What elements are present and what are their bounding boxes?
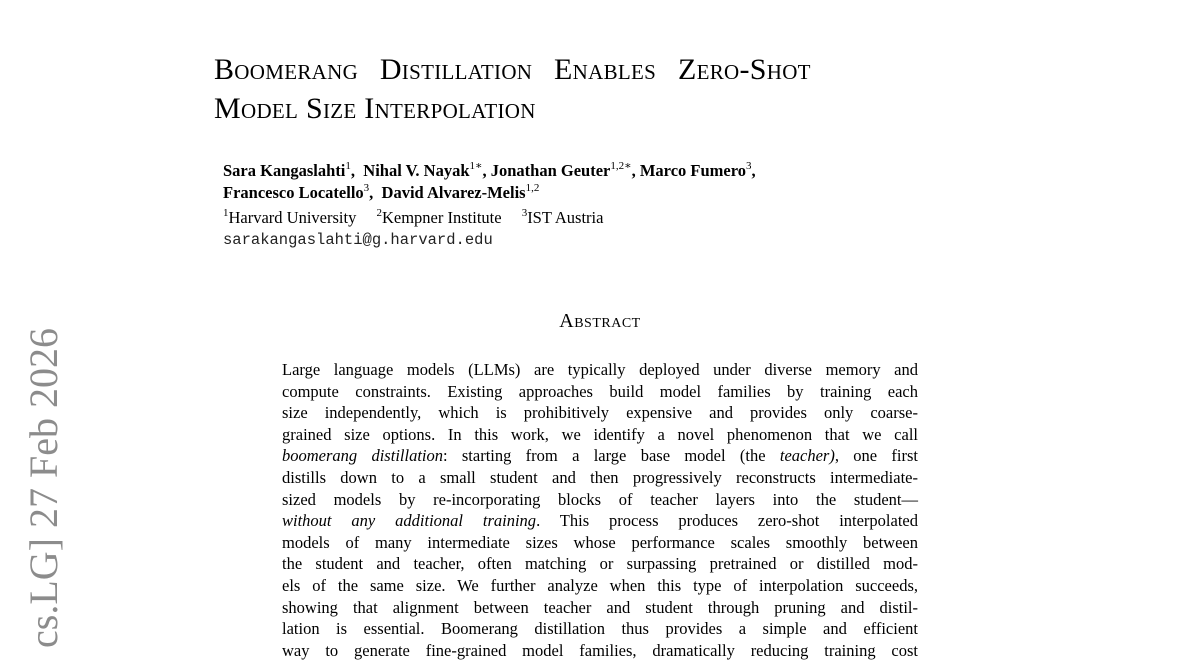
abstract-line: showing that alignment between teacher and student through pruning and distil- [282, 597, 918, 617]
abstract-line: grained size options. In this work, we identify a novel phenomenon that we call [282, 424, 918, 444]
arxiv-stamp: cs.LG] 27 Feb 2026 [21, 328, 66, 648]
author-name: Francesco Locatello [223, 183, 364, 202]
affil-mark: 3 [521, 207, 528, 219]
abstract-line [282, 445, 918, 467]
abstract-line [282, 510, 918, 532]
title-line-2: Model Size Interpolation [214, 92, 536, 125]
abstract-heading: Abstract [559, 310, 641, 332]
affiliation: IST Austria [527, 208, 604, 227]
affiliation-list [223, 207, 603, 229]
abstract-line: size independently, which is prohibitively expensive and provides only coarse- [282, 403, 918, 423]
author-email[interactable]: sarakangaslahti@g.harvard.edu [223, 231, 493, 249]
author-affil-mark: 1,2∗ [610, 160, 632, 172]
abstract-line: sized models by re-incorporating blocks of teacher layers into the student— [282, 489, 918, 509]
affiliation: Harvard University [228, 208, 357, 227]
affil-mark: 2 [376, 207, 382, 219]
abstract-line: way to generate fine-grained model families, dramatically reducing training cost [282, 640, 918, 660]
author-name: David Alvarez-Melis [381, 183, 526, 202]
author-list: Sara Kangaslahti$^1$, Nihal V. Nayak$^{1∗}$, Jonathan Geuter$^{1,2∗}$, Marco Fumero$^3$, Francesco Locatello$^3$, David Alvarez-Melis$^{1,2}$ [223, 160, 756, 202]
author-affil-mark: 3 [746, 160, 752, 172]
abstract-line: distills down to a small student and then progressively reconstructs intermediate- [282, 467, 918, 487]
abstract-body [282, 359, 918, 661]
abstract-text: , one first [834, 446, 918, 466]
abstract-line: compute constraints. Existing approaches build model families by training each [282, 381, 918, 401]
author-name: Marco Fumero [639, 161, 746, 180]
paper-title [214, 50, 1004, 128]
author-affil-mark: 3 [363, 182, 370, 194]
abstract-line: models of many intermediate sizes whose performance scales smoothly between [282, 532, 918, 552]
abstract-line: the student and teacher, often matching or surpassing pretrained or distilled mod- [282, 554, 918, 574]
affiliation: Kempner Institute [381, 208, 502, 227]
affil-mark: 1 [223, 207, 229, 219]
author-affil-mark: 1,2 [525, 182, 540, 194]
term-boomerang-distillation: boomerang distillation [282, 446, 443, 466]
term-teacher: teacher) [779, 446, 835, 466]
term-without-training: without any additional training [282, 511, 537, 531]
author-name: Nihal V. Nayak [363, 161, 470, 180]
abstract-line: lation is essential. Boomerang distillation thus provides a simple and efficient [282, 619, 918, 639]
author-name: Jonathan Geuter [490, 161, 611, 180]
author-name: Sara Kangaslahti [223, 161, 346, 180]
abstract-text: : starting from a large base model (the [442, 446, 780, 466]
author-affil-mark: 1 [345, 160, 351, 172]
abstract-line: Large language models (LLMs) are typically deployed under diverse memory and [282, 360, 918, 379]
author-affil-mark: 1∗ [469, 160, 483, 172]
abstract-line: els of the same size. We further analyze when this type of interpolation succeeds, [282, 575, 918, 595]
abstract-text: . This process produces zero-shot interpolated [536, 511, 918, 531]
title-line-1: Boomerang Distillation Enables Zero-Shot [214, 53, 811, 86]
